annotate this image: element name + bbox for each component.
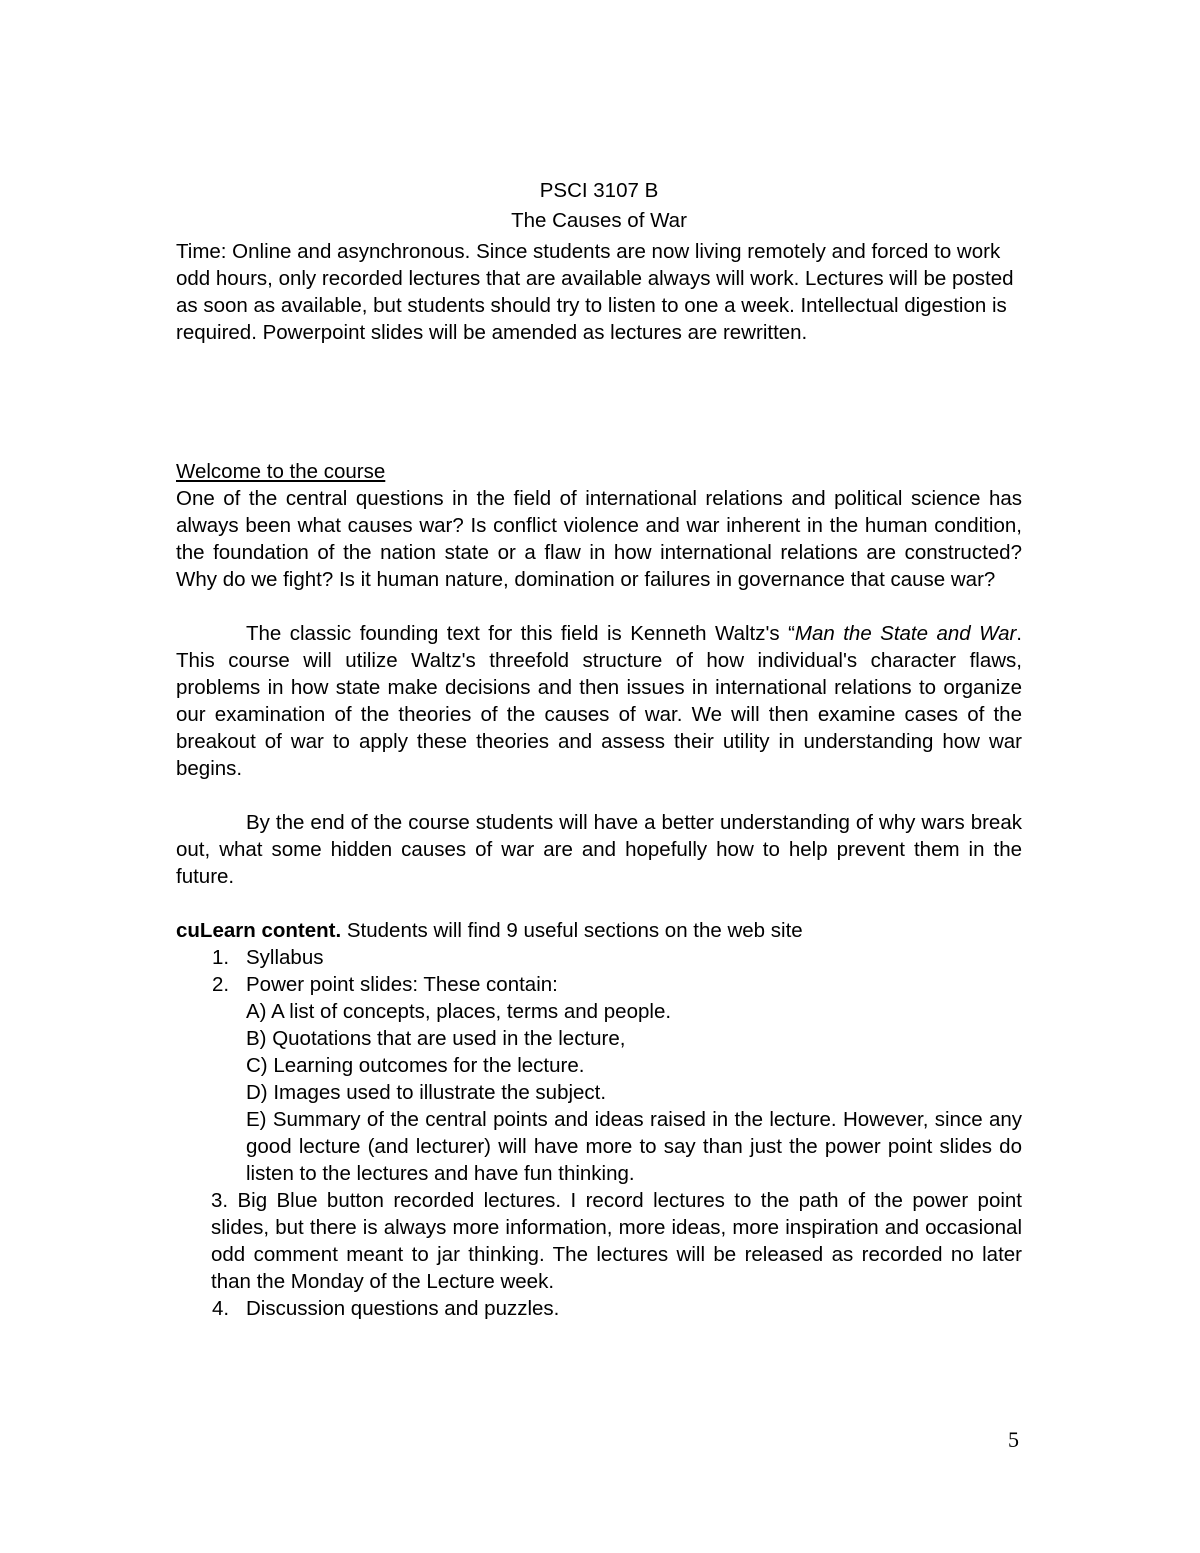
list-item-text: Syllabus: [246, 946, 324, 969]
list-item-text: Power point slides: These contain:: [246, 973, 558, 996]
culearn-list: [176, 944, 1022, 998]
list-item-number: 2.: [212, 973, 230, 996]
list-item-recorded-lectures: 3. Big Blue button recorded lectures. I record lectures to the path of the power point slides, but there is always more information, more ideas, more inspiration and occasional odd comment meant to jar thinking. The lectures will be released as recorded no later than the Monday of the Lecture week.: [211, 1189, 1022, 1293]
page-number: 5: [1008, 1427, 1019, 1452]
time-paragraph: Time: Online and asynchronous. Since students are now living remotely and forced to work odd hours, only recorded lectures that are available always will work. Lectures will be posted as soon as available, but students should try to listen to one a week. Intellectual digestion is required. Powerpoint slides will be amended as lectures are rewritten.: [176, 240, 1014, 344]
course-code: PSCI 3107 B: [539, 179, 659, 202]
outcome-paragraph: By the end of the course students will have a better understanding of why wars break out, what some hidden causes of war are and hopefully how to help prevent them in the future.: [176, 811, 1022, 888]
culearn-label: cuLearn content.: [176, 919, 342, 942]
list-item: [176, 971, 1022, 998]
culearn-intro: [176, 917, 1022, 944]
list-item-number: 1.: [212, 946, 230, 969]
page-content: [176, 176, 1022, 1322]
classic-text-before: The classic founding text for this field is Kenneth Waltz's “: [246, 622, 795, 645]
list-item: [176, 944, 1022, 971]
sub-list-item: E) Summary of the central points and ideas raised in the lecture. However, since any good lecture (and lecturer) will have more to say than just the power point slides do listen to the lectures and have fun thinking.: [246, 1108, 1022, 1185]
sub-list-item: A) A list of concepts, places, terms and people.: [246, 1000, 672, 1023]
welcome-heading-text: Welcome to the course: [176, 460, 386, 483]
course-title: The Causes of War: [511, 209, 687, 232]
spacer: [176, 346, 1022, 458]
welcome-paragraph: One of the central questions in the field of international relations and political science has always been what causes war? Is conflict violence and war inherent in the human condition, the foundation of the nation state or a flaw in how international relations are constructed? Why do we fight? Is it human nature, domination or failures in governance that cause war?: [176, 487, 1022, 591]
classic-text-after: . This course will utilize Waltz's threefold structure of how individual's character flaws, problems in how state make decisions and then issues in international relations to organize our examination of the theories of the causes of war. We will then examine cases of the breakout of war to apply these theories and assess their utility in understanding how war begins.: [176, 622, 1022, 780]
classic-text-paragraph: [176, 620, 1022, 782]
list-item-number: 4.: [212, 1297, 230, 1320]
culearn-intro-text: Students will find 9 useful sections on the web site: [341, 919, 803, 942]
sub-list-item: B) Quotations that are used in the lecture,: [246, 1027, 626, 1050]
sub-list-item: D) Images used to illustrate the subject.: [246, 1081, 607, 1104]
culearn-list-continued: [176, 1295, 1022, 1322]
sub-list-item: C) Learning outcomes for the lecture.: [246, 1054, 585, 1077]
list-item-text: Discussion questions and puzzles.: [246, 1297, 560, 1320]
book-title: Man the State and War: [794, 622, 1017, 645]
slides-contents-list: [176, 998, 1022, 1187]
welcome-heading: [176, 458, 1022, 485]
list-item: [176, 1295, 1022, 1322]
